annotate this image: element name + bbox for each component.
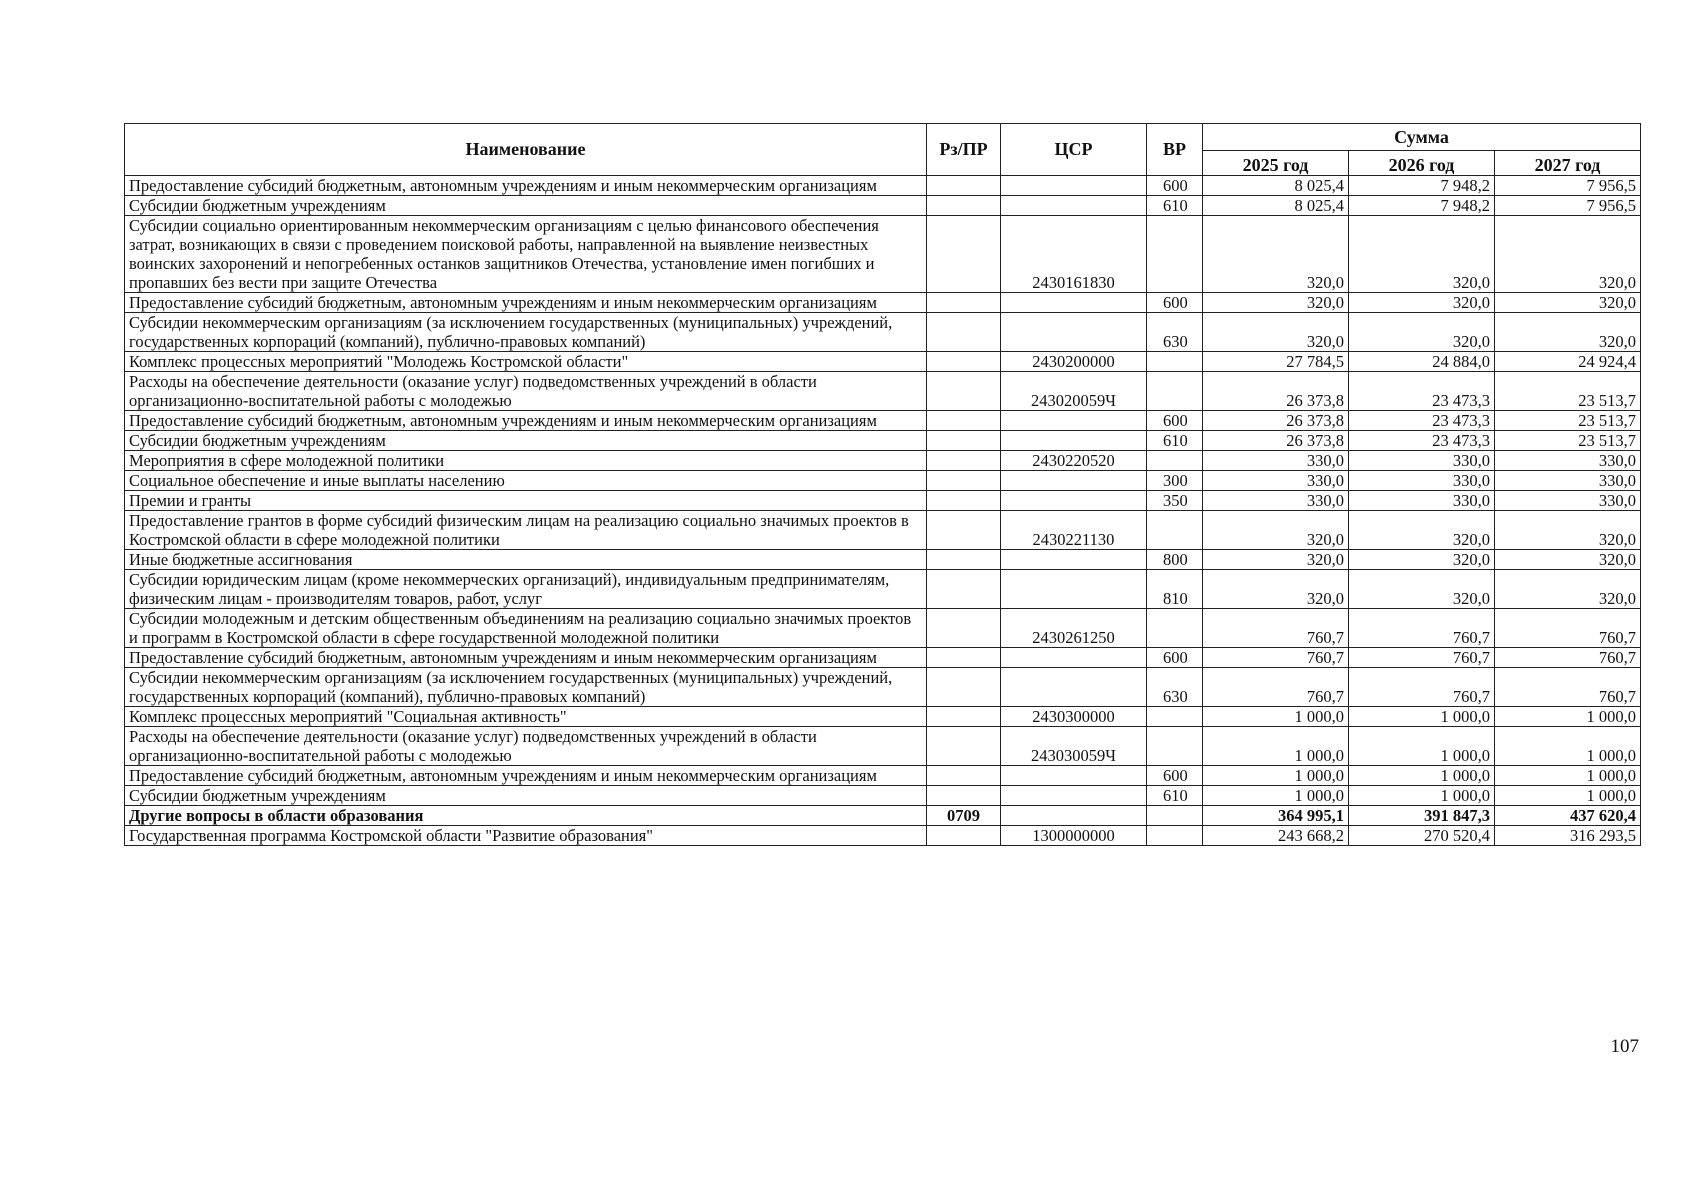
table-row [125,570,1641,609]
cell-2027: 316 293,5 [1495,826,1641,846]
cell-name: Комплекс процессных мероприятий "Молодежь Костромской области" [125,352,927,372]
cell-rz [927,352,1001,372]
cell-rz [927,293,1001,313]
cell-2025: 8 025,4 [1203,176,1349,196]
cell-name: Государственная программа Костромской области "Развитие образования" [125,826,927,846]
cell-rz [927,431,1001,451]
cell-2025: 320,0 [1203,511,1349,550]
cell-csr [1001,550,1147,570]
cell-name: Субсидии некоммерческим организациям (за исключением государственных (муниципальных) учреждений, государственных корпораций (компаний), публично-правовых компаний) [125,313,927,352]
cell-2027: 760,7 [1495,648,1641,668]
cell-2027: 1 000,0 [1495,707,1641,727]
cell-2025: 330,0 [1203,451,1349,471]
cell-csr [1001,786,1147,806]
cell-2025: 26 373,8 [1203,431,1349,451]
cell-name: Предоставление субсидий бюджетным, автономным учреждениям и иным некоммерческим организациям [125,411,927,431]
cell-2027: 760,7 [1495,609,1641,648]
table-row [125,293,1641,313]
cell-2027: 330,0 [1495,491,1641,511]
header-csr: ЦСР [1001,124,1147,176]
cell-csr [1001,668,1147,707]
cell-2026: 330,0 [1349,491,1495,511]
cell-csr: 2430161830 [1001,216,1147,293]
cell-rz [927,826,1001,846]
cell-csr [1001,196,1147,216]
cell-csr: 243020059Ч [1001,372,1147,411]
cell-2025: 1 000,0 [1203,766,1349,786]
cell-rz [927,570,1001,609]
cell-2025: 8 025,4 [1203,196,1349,216]
cell-rz [927,511,1001,550]
cell-2026: 320,0 [1349,313,1495,352]
cell-2025: 1 000,0 [1203,727,1349,766]
cell-2026: 1 000,0 [1349,707,1495,727]
cell-name: Комплекс процессных мероприятий "Социальная активность" [125,707,927,727]
cell-name: Субсидии молодежным и детским общественным объединениям на реализацию социально значимых проектов и программ в Костромской области в сфере государственной молодежной политики [125,609,927,648]
cell-vr: 350 [1147,491,1203,511]
cell-csr [1001,491,1147,511]
cell-rz [927,216,1001,293]
cell-2026: 320,0 [1349,570,1495,609]
table-row [125,176,1641,196]
cell-vr: 800 [1147,550,1203,570]
cell-2027: 7 956,5 [1495,176,1641,196]
cell-vr: 810 [1147,570,1203,609]
table-row [125,550,1641,570]
cell-2026: 23 473,3 [1349,431,1495,451]
cell-rz [927,668,1001,707]
cell-rz [927,196,1001,216]
cell-rz [927,491,1001,511]
cell-2026: 320,0 [1349,511,1495,550]
table-row [125,313,1641,352]
cell-vr [1147,707,1203,727]
cell-csr: 2430220520 [1001,451,1147,471]
cell-2027: 320,0 [1495,550,1641,570]
cell-vr [1147,372,1203,411]
header-rz: Рз/ПР [927,124,1001,176]
cell-2026: 7 948,2 [1349,196,1495,216]
cell-2026: 320,0 [1349,216,1495,293]
header-vr: ВР [1147,124,1203,176]
budget-table [124,123,1641,846]
table-row [125,431,1641,451]
cell-csr [1001,806,1147,826]
cell-2025: 320,0 [1203,293,1349,313]
cell-name: Субсидии бюджетным учреждениям [125,431,927,451]
cell-2025: 330,0 [1203,491,1349,511]
table-row [125,609,1641,648]
header-2025: 2025 год [1203,151,1349,176]
table-row [125,806,1641,826]
cell-csr [1001,570,1147,609]
cell-rz [927,313,1001,352]
cell-2027: 23 513,7 [1495,372,1641,411]
cell-2026: 330,0 [1349,471,1495,491]
cell-csr: 2430200000 [1001,352,1147,372]
cell-2026: 270 520,4 [1349,826,1495,846]
cell-2025: 320,0 [1203,570,1349,609]
cell-vr: 600 [1147,411,1203,431]
cell-2025: 760,7 [1203,648,1349,668]
cell-rz [927,471,1001,491]
cell-2025: 320,0 [1203,550,1349,570]
cell-2025: 26 373,8 [1203,372,1349,411]
cell-name: Предоставление грантов в форме субсидий физическим лицам на реализацию социально значимых проектов в Костромской области в сфере молодежной политики [125,511,927,550]
table-header [125,124,1641,176]
table-body [125,176,1641,846]
cell-vr: 600 [1147,648,1203,668]
cell-vr: 630 [1147,668,1203,707]
cell-rz [927,550,1001,570]
cell-vr: 300 [1147,471,1203,491]
header-sum: Сумма [1203,124,1641,151]
cell-name: Субсидии некоммерческим организациям (за исключением государственных (муниципальных) учреждений, государственных корпораций (компаний), публично-правовых компаний) [125,668,927,707]
cell-name: Предоставление субсидий бюджетным, автономным учреждениям и иным некоммерческим организациям [125,648,927,668]
cell-2025: 760,7 [1203,609,1349,648]
cell-rz [927,372,1001,411]
header-name: Наименование [125,124,927,176]
table-row [125,216,1641,293]
cell-2025: 760,7 [1203,668,1349,707]
cell-2027: 23 513,7 [1495,431,1641,451]
cell-vr: 600 [1147,293,1203,313]
cell-2025: 320,0 [1203,313,1349,352]
cell-name: Субсидии социально ориентированным некоммерческим организациям с целью финансового обеспечения затрат, возникающих в связи с проведением поисковой работы, направленной на выявление неизвестных воинских захоронений и непогребенных останков защитников Отечества, установление имен погибших и пропавших без вести при защите Отечества [125,216,927,293]
cell-2026: 1 000,0 [1349,766,1495,786]
cell-2026: 23 473,3 [1349,372,1495,411]
cell-name: Субсидии бюджетным учреждениям [125,786,927,806]
cell-2026: 23 473,3 [1349,411,1495,431]
cell-vr [1147,451,1203,471]
cell-rz [927,707,1001,727]
cell-csr [1001,471,1147,491]
cell-vr [1147,806,1203,826]
cell-vr [1147,511,1203,550]
cell-2026: 1 000,0 [1349,727,1495,766]
cell-csr [1001,431,1147,451]
cell-csr: 2430261250 [1001,609,1147,648]
cell-2026: 330,0 [1349,451,1495,471]
table-row [125,648,1641,668]
cell-name: Предоставление субсидий бюджетным, автономным учреждениям и иным некоммерческим организациям [125,766,927,786]
cell-2027: 437 620,4 [1495,806,1641,826]
cell-2026: 7 948,2 [1349,176,1495,196]
cell-vr [1147,216,1203,293]
cell-csr [1001,293,1147,313]
table-row [125,707,1641,727]
cell-csr [1001,766,1147,786]
table-row [125,196,1641,216]
cell-vr [1147,727,1203,766]
cell-vr: 610 [1147,786,1203,806]
cell-2027: 7 956,5 [1495,196,1641,216]
table-row [125,826,1641,846]
cell-rz [927,648,1001,668]
cell-vr: 610 [1147,431,1203,451]
cell-2027: 320,0 [1495,313,1641,352]
cell-name: Субсидии бюджетным учреждениям [125,196,927,216]
cell-2025: 320,0 [1203,216,1349,293]
cell-csr [1001,176,1147,196]
page-number: 107 [1610,1036,1639,1057]
cell-name: Иные бюджетные ассигнования [125,550,927,570]
cell-2025: 364 995,1 [1203,806,1349,826]
table-row [125,451,1641,471]
cell-rz [927,411,1001,431]
cell-name: Предоставление субсидий бюджетным, автономным учреждениям и иным некоммерческим организациям [125,176,927,196]
header-2026: 2026 год [1349,151,1495,176]
cell-2025: 1 000,0 [1203,786,1349,806]
cell-name: Социальное обеспечение и иные выплаты населению [125,471,927,491]
cell-2025: 1 000,0 [1203,707,1349,727]
cell-2026: 391 847,3 [1349,806,1495,826]
cell-csr [1001,411,1147,431]
cell-rz [927,766,1001,786]
cell-vr [1147,826,1203,846]
cell-vr: 600 [1147,766,1203,786]
cell-name: Субсидии юридическим лицам (кроме некоммерческих организаций), индивидуальным предпринимателям, физическим лицам - производителям товаров, работ, услуг [125,570,927,609]
cell-2027: 1 000,0 [1495,766,1641,786]
table-row [125,511,1641,550]
cell-name: Предоставление субсидий бюджетным, автономным учреждениям и иным некоммерческим организациям [125,293,927,313]
cell-2027: 1 000,0 [1495,727,1641,766]
table-row [125,411,1641,431]
cell-rz [927,609,1001,648]
cell-name: Расходы на обеспечение деятельности (оказание услуг) подведомственных учреждений в области организационно-воспитательной работы с молодежью [125,727,927,766]
cell-vr [1147,609,1203,648]
cell-2027: 320,0 [1495,293,1641,313]
cell-2027: 320,0 [1495,511,1641,550]
cell-2027: 24 924,4 [1495,352,1641,372]
cell-2027: 760,7 [1495,668,1641,707]
cell-name: Другие вопросы в области образования [125,806,927,826]
table-row [125,786,1641,806]
cell-2026: 760,7 [1349,648,1495,668]
cell-2025: 330,0 [1203,471,1349,491]
cell-vr: 610 [1147,196,1203,216]
cell-2026: 1 000,0 [1349,786,1495,806]
table-row [125,491,1641,511]
cell-rz [927,786,1001,806]
cell-rz [927,176,1001,196]
cell-vr: 600 [1147,176,1203,196]
cell-csr: 243030059Ч [1001,727,1147,766]
cell-name: Мероприятия в сфере молодежной политики [125,451,927,471]
cell-2027: 1 000,0 [1495,786,1641,806]
cell-2027: 23 513,7 [1495,411,1641,431]
cell-csr [1001,313,1147,352]
cell-csr: 2430221130 [1001,511,1147,550]
cell-2027: 320,0 [1495,570,1641,609]
cell-csr [1001,648,1147,668]
cell-2026: 760,7 [1349,668,1495,707]
cell-2025: 243 668,2 [1203,826,1349,846]
cell-csr: 1300000000 [1001,826,1147,846]
cell-2026: 320,0 [1349,550,1495,570]
cell-2026: 320,0 [1349,293,1495,313]
cell-2025: 26 373,8 [1203,411,1349,431]
cell-2027: 330,0 [1495,471,1641,491]
cell-2027: 320,0 [1495,216,1641,293]
table-row [125,471,1641,491]
cell-name: Премии и гранты [125,491,927,511]
table-row [125,727,1641,766]
cell-2026: 24 884,0 [1349,352,1495,372]
header-2027: 2027 год [1495,151,1641,176]
table-row [125,372,1641,411]
cell-2025: 27 784,5 [1203,352,1349,372]
cell-rz [927,451,1001,471]
cell-csr: 2430300000 [1001,707,1147,727]
cell-rz: 0709 [927,806,1001,826]
table-row [125,668,1641,707]
header-row-1 [125,124,1641,151]
cell-rz [927,727,1001,766]
table-row [125,352,1641,372]
cell-2027: 330,0 [1495,451,1641,471]
cell-name: Расходы на обеспечение деятельности (оказание услуг) подведомственных учреждений в области организационно-воспитательной работы с молодежью [125,372,927,411]
cell-vr: 630 [1147,313,1203,352]
cell-2026: 760,7 [1349,609,1495,648]
table-row [125,766,1641,786]
cell-vr [1147,352,1203,372]
